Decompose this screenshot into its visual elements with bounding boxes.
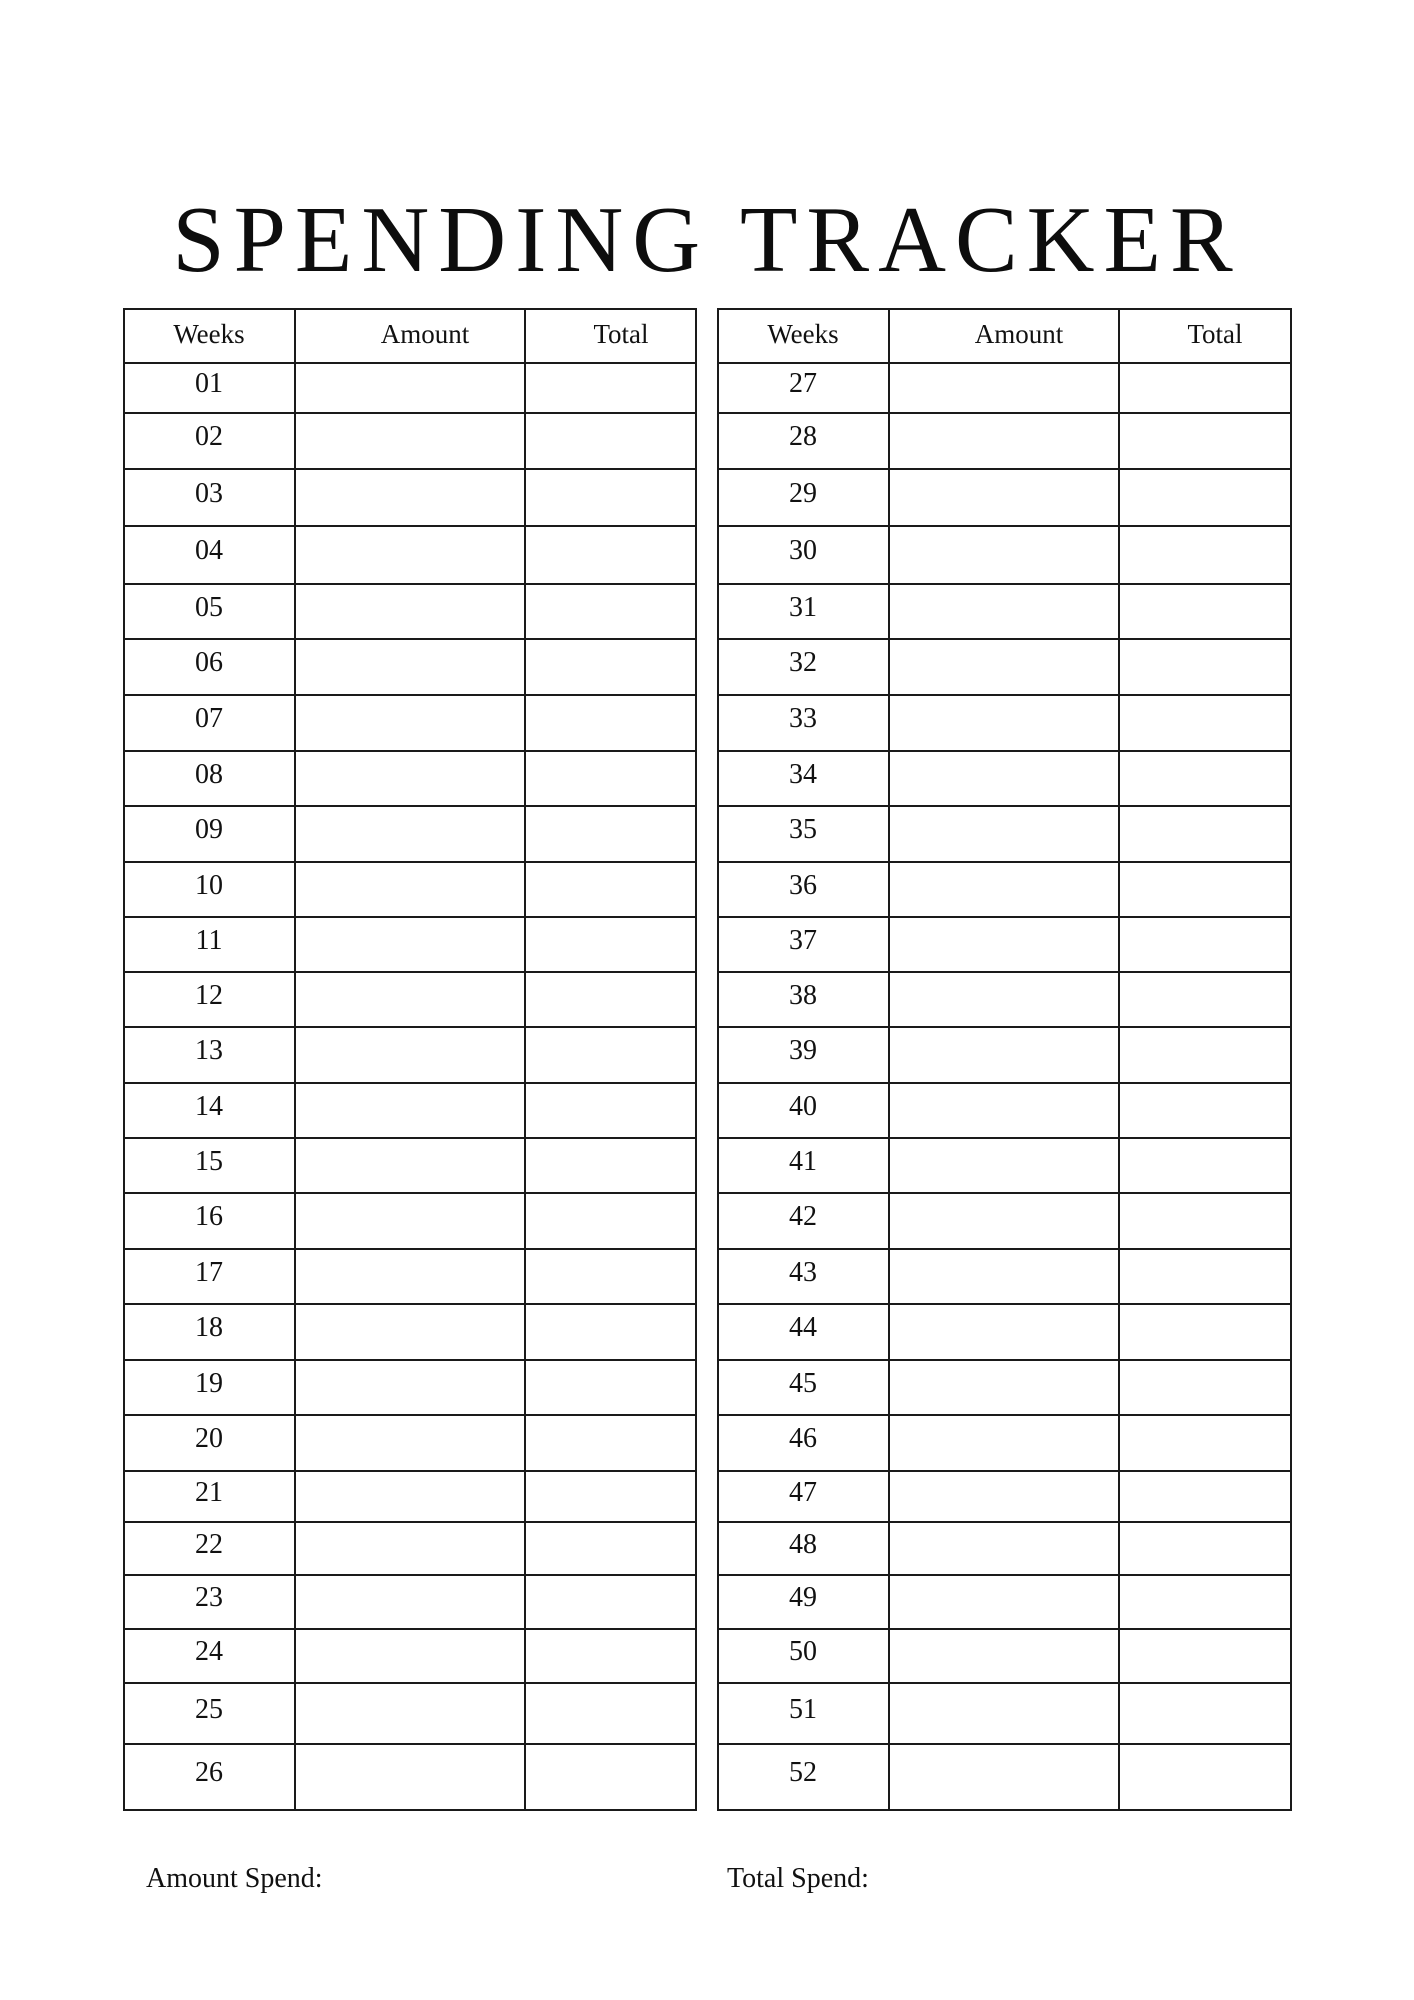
week-number: 03 — [195, 477, 223, 509]
amount-cell[interactable] — [295, 527, 525, 583]
week-number: 12 — [195, 979, 223, 1011]
total-cell[interactable] — [1119, 585, 1291, 638]
total-cell[interactable] — [525, 1630, 697, 1682]
week-number: 35 — [789, 814, 817, 845]
amount-cell[interactable] — [889, 696, 1119, 750]
amount-cell[interactable] — [295, 585, 525, 638]
table-row — [123, 750, 697, 805]
week-number: 34 — [789, 758, 817, 790]
week-number: 27 — [789, 368, 817, 399]
column-divider — [294, 308, 296, 1811]
column-divider — [524, 308, 526, 1811]
total-cell[interactable] — [525, 1472, 697, 1521]
week-number: 20 — [195, 1423, 223, 1454]
table-row — [717, 525, 1292, 583]
total-cell[interactable] — [525, 973, 697, 1026]
week-number: 51 — [789, 1693, 817, 1725]
total-cell[interactable] — [1119, 863, 1291, 916]
amount-cell[interactable] — [889, 1250, 1119, 1303]
amount-cell[interactable] — [295, 1576, 525, 1628]
week-number: 28 — [789, 421, 817, 452]
table-row — [717, 1192, 1292, 1248]
total-cell[interactable] — [525, 1028, 697, 1082]
amount-cell[interactable] — [295, 752, 525, 805]
total-cell[interactable] — [1119, 1084, 1291, 1137]
amount-cell[interactable] — [295, 1472, 525, 1521]
total-cell[interactable] — [1119, 414, 1291, 468]
total-cell[interactable] — [1119, 1305, 1291, 1359]
weeks-01-26-table — [123, 308, 697, 1811]
amount-cell[interactable] — [295, 1139, 525, 1192]
table-row — [123, 694, 697, 750]
total-cell[interactable] — [1119, 1028, 1291, 1082]
amount-cell[interactable] — [889, 1139, 1119, 1192]
week-number: 19 — [195, 1367, 223, 1399]
amount-spend-field[interactable] — [146, 1862, 323, 1896]
table-row — [123, 1192, 697, 1248]
table-row — [717, 1137, 1292, 1192]
table-row — [123, 1303, 697, 1359]
table-row — [717, 971, 1292, 1026]
amount-cell[interactable] — [889, 1416, 1119, 1470]
table-row — [717, 1574, 1292, 1628]
table-row — [717, 1682, 1292, 1743]
table-row — [123, 805, 697, 861]
total-cell[interactable] — [1119, 1361, 1291, 1414]
table-row — [717, 1521, 1292, 1574]
week-number: 47 — [789, 1476, 817, 1508]
total-cell[interactable] — [1119, 1630, 1291, 1682]
amount-cell[interactable] — [889, 470, 1119, 525]
column-header-amount: Amount — [380, 318, 470, 349]
total-cell[interactable] — [525, 527, 697, 583]
table-row — [123, 583, 697, 638]
total-cell[interactable] — [1119, 752, 1291, 805]
week-number: 38 — [789, 979, 817, 1011]
total-cell[interactable] — [525, 585, 697, 638]
table-row — [717, 1628, 1292, 1682]
week-number: 42 — [789, 1201, 817, 1232]
amount-cell[interactable] — [889, 527, 1119, 583]
total-cell[interactable] — [1119, 973, 1291, 1026]
week-number: 08 — [195, 758, 223, 790]
total-cell[interactable] — [1119, 1194, 1291, 1248]
table-header-row — [123, 308, 697, 362]
column-divider — [888, 308, 890, 1811]
amount-cell[interactable] — [889, 807, 1119, 861]
table-row — [123, 1682, 697, 1743]
week-number: 10 — [195, 869, 223, 901]
week-number: 18 — [195, 1312, 223, 1343]
week-number: 23 — [195, 1582, 223, 1613]
total-cell[interactable] — [1119, 364, 1291, 412]
table-row — [123, 468, 697, 525]
amount-cell[interactable] — [889, 1472, 1119, 1521]
amount-cell[interactable] — [889, 414, 1119, 468]
total-cell[interactable] — [1119, 1523, 1291, 1574]
amount-cell[interactable] — [295, 807, 525, 861]
amount-cell[interactable] — [889, 973, 1119, 1026]
amount-cell[interactable] — [889, 1684, 1119, 1743]
table-row — [123, 1521, 697, 1574]
week-number: 25 — [195, 1693, 223, 1725]
amount-cell[interactable] — [889, 1523, 1119, 1574]
amount-cell[interactable] — [295, 1523, 525, 1574]
table-row — [717, 805, 1292, 861]
week-number: 11 — [195, 924, 223, 956]
table-row — [717, 468, 1292, 525]
amount-cell[interactable] — [889, 752, 1119, 805]
amount-cell[interactable] — [889, 364, 1119, 412]
week-number: 46 — [789, 1423, 817, 1454]
week-number: 44 — [789, 1312, 817, 1343]
amount-cell[interactable] — [295, 1630, 525, 1682]
total-cell[interactable] — [525, 640, 697, 694]
amount-cell[interactable] — [295, 1250, 525, 1303]
table-row — [123, 525, 697, 583]
amount-cell[interactable] — [295, 1361, 525, 1414]
total-cell[interactable] — [525, 364, 697, 412]
column-header-weeks: Weeks — [173, 318, 245, 349]
week-number: 04 — [195, 535, 223, 566]
table-row — [123, 861, 697, 916]
table-row — [717, 1082, 1292, 1137]
week-number: 07 — [195, 703, 223, 734]
table-row — [123, 1470, 697, 1521]
amount-cell[interactable] — [295, 1684, 525, 1743]
total-cell[interactable] — [1119, 1250, 1291, 1303]
amount-cell[interactable] — [889, 585, 1119, 638]
week-number: 37 — [789, 924, 817, 956]
table-row — [717, 1359, 1292, 1414]
total-spend-label: Total Spend: — [727, 1863, 869, 1894]
total-cell[interactable] — [525, 1523, 697, 1574]
table-row — [717, 362, 1292, 412]
total-cell[interactable] — [525, 470, 697, 525]
total-cell[interactable] — [525, 414, 697, 468]
week-number: 45 — [789, 1367, 817, 1399]
table-row — [123, 1574, 697, 1628]
amount-cell[interactable] — [889, 863, 1119, 916]
week-number: 09 — [195, 814, 223, 845]
table-row — [123, 362, 697, 412]
total-cell[interactable] — [525, 1576, 697, 1628]
table-row — [717, 1303, 1292, 1359]
amount-spend-label: Amount Spend: — [146, 1863, 323, 1894]
total-cell[interactable] — [1119, 1745, 1291, 1809]
amount-cell[interactable] — [295, 364, 525, 412]
total-cell[interactable] — [525, 1194, 697, 1248]
week-number: 15 — [195, 1145, 223, 1177]
table-row — [123, 1026, 697, 1082]
table-row — [717, 583, 1292, 638]
amount-cell[interactable] — [889, 1028, 1119, 1082]
amount-cell[interactable] — [295, 863, 525, 916]
total-cell[interactable] — [525, 1250, 697, 1303]
week-number: 26 — [195, 1757, 223, 1788]
table-row — [717, 750, 1292, 805]
total-cell[interactable] — [525, 1684, 697, 1743]
week-number: 31 — [789, 591, 817, 623]
total-cell[interactable] — [1119, 527, 1291, 583]
table-row — [123, 412, 697, 468]
table-row — [717, 1414, 1292, 1470]
table-row — [123, 1414, 697, 1470]
amount-cell[interactable] — [889, 1745, 1119, 1809]
week-number: 41 — [789, 1145, 817, 1177]
week-number: 52 — [789, 1757, 817, 1788]
week-number: 40 — [789, 1090, 817, 1122]
week-number: 16 — [195, 1201, 223, 1232]
amount-cell[interactable] — [295, 1305, 525, 1359]
total-cell[interactable] — [1119, 696, 1291, 750]
total-cell[interactable] — [1119, 1472, 1291, 1521]
amount-cell[interactable] — [295, 696, 525, 750]
total-cell[interactable] — [525, 1416, 697, 1470]
week-number: 43 — [789, 1256, 817, 1288]
table-row — [123, 638, 697, 694]
amount-cell[interactable] — [295, 973, 525, 1026]
week-number: 02 — [195, 421, 223, 452]
table-row — [717, 694, 1292, 750]
week-number: 50 — [789, 1636, 817, 1667]
total-cell[interactable] — [525, 1745, 697, 1809]
week-number: 01 — [195, 368, 223, 399]
total-cell[interactable] — [525, 807, 697, 861]
amount-cell[interactable] — [889, 1361, 1119, 1414]
table-row — [717, 1026, 1292, 1082]
total-spend-field[interactable] — [727, 1862, 869, 1896]
week-number: 06 — [195, 647, 223, 678]
page-title: SPENDING TRACKER — [172, 187, 1242, 292]
amount-cell[interactable] — [295, 1084, 525, 1137]
table-row — [123, 1137, 697, 1192]
total-cell[interactable] — [1119, 1139, 1291, 1192]
column-header-total: Total — [593, 318, 649, 349]
week-number: 29 — [789, 477, 817, 509]
weeks-27-52-table — [717, 308, 1292, 1811]
week-number: 49 — [789, 1582, 817, 1613]
column-header-total: Total — [1187, 318, 1243, 349]
total-cell[interactable] — [1119, 640, 1291, 694]
week-number: 36 — [789, 869, 817, 901]
amount-cell[interactable] — [295, 918, 525, 971]
total-cell[interactable] — [525, 1361, 697, 1414]
table-row — [717, 638, 1292, 694]
table-row — [717, 916, 1292, 971]
week-number: 24 — [195, 1636, 223, 1667]
column-header-amount: Amount — [974, 318, 1064, 349]
week-number: 32 — [789, 647, 817, 678]
week-number: 14 — [195, 1090, 223, 1122]
table-header-row — [717, 308, 1292, 362]
column-divider — [1118, 308, 1120, 1811]
total-cell[interactable] — [1119, 918, 1291, 971]
amount-cell[interactable] — [889, 1084, 1119, 1137]
week-number: 13 — [195, 1035, 223, 1066]
table-row — [717, 412, 1292, 468]
total-cell[interactable] — [1119, 1576, 1291, 1628]
total-cell[interactable] — [1119, 470, 1291, 525]
week-number: 21 — [195, 1476, 223, 1508]
amount-cell[interactable] — [889, 1305, 1119, 1359]
amount-cell[interactable] — [295, 1194, 525, 1248]
table-row — [717, 1743, 1292, 1811]
total-cell[interactable] — [525, 696, 697, 750]
total-cell[interactable] — [525, 1305, 697, 1359]
total-cell[interactable] — [1119, 807, 1291, 861]
table-row — [123, 1082, 697, 1137]
table-row — [123, 1248, 697, 1303]
week-number: 33 — [789, 703, 817, 734]
column-header-weeks: Weeks — [767, 318, 839, 349]
amount-cell[interactable] — [295, 470, 525, 525]
week-number: 48 — [789, 1528, 817, 1560]
week-number: 22 — [195, 1528, 223, 1560]
amount-cell[interactable] — [295, 414, 525, 468]
amount-cell[interactable] — [295, 1028, 525, 1082]
table-row — [123, 1628, 697, 1682]
week-number: 05 — [195, 591, 223, 623]
table-row — [123, 1359, 697, 1414]
total-cell[interactable] — [525, 752, 697, 805]
amount-cell[interactable] — [295, 640, 525, 694]
table-row — [717, 861, 1292, 916]
amount-cell[interactable] — [295, 1416, 525, 1470]
total-cell[interactable] — [525, 1084, 697, 1137]
amount-cell[interactable] — [889, 1576, 1119, 1628]
week-number: 30 — [789, 535, 817, 566]
week-number: 39 — [789, 1035, 817, 1066]
table-row — [123, 1743, 697, 1811]
table-row — [717, 1248, 1292, 1303]
total-cell[interactable] — [525, 1139, 697, 1192]
table-row — [123, 916, 697, 971]
total-cell[interactable] — [1119, 1416, 1291, 1470]
amount-cell[interactable] — [889, 918, 1119, 971]
amount-cell[interactable] — [295, 1745, 525, 1809]
total-cell[interactable] — [1119, 1684, 1291, 1743]
amount-cell[interactable] — [889, 1194, 1119, 1248]
amount-cell[interactable] — [889, 1630, 1119, 1682]
table-row — [717, 1470, 1292, 1521]
amount-cell[interactable] — [889, 640, 1119, 694]
table-row — [123, 971, 697, 1026]
total-cell[interactable] — [525, 863, 697, 916]
total-cell[interactable] — [525, 918, 697, 971]
week-number: 17 — [195, 1256, 223, 1288]
